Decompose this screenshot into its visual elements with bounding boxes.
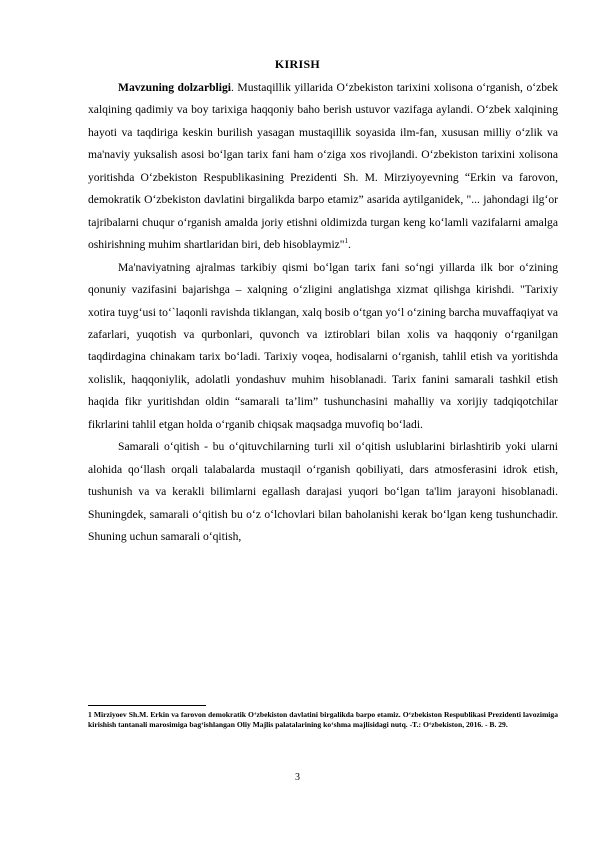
paragraph-tail: . [348,238,351,252]
paragraph-lead: Mavzuning dolzarbligi [118,81,232,94]
paragraph-3: Samarali o‘qitish - bu o‘qituvchilarning turli xil o‘qitish uslublarini birlashtirib yoki ularni alohida qo‘llash orqali talabalarda mustaqil o‘rganish qobiliyati, dars atmosferasini idrok etish, tushunish va va kerakli bilimlarni egallash darajasi yuqori bo‘lgan ta'lim jarayoni hisoblanadi. Shuningdek, samarali o‘qitish bu o‘z o‘lchovlari bilan baholanishi kerak bo‘lgan keng tushunchadir. Shuning uchun samarali o‘qitish, [88,440,558,544]
footnote: 1 Mirziyoev Sh.M. Erkin va farovon demokratik O‘zbekiston davlatini birgalikda barpo etamiz. O‘zbekiston Respublikasi Prezidenti lavozimiga kirishish tantanali marosimiga bag‘ishlangan Oliy Majlis palatalarining ko‘shma majlisidagi nutq. -T.: O‘zbekiston, 2016. - B. 29. [88,710,558,730]
paragraph-text: . Mustaqillik yillarida O‘zbekiston tarixini xolisona o‘rganish, o‘zbek xalqining qadimiy va boy tarixiga haqqoniy baho berish ustuvor vazifaga aylandi. O‘zbek xalqining hayoti va taqdiriga keskin burilish yasagan mustaqillik soyasida ilm-fan, xususan milliy o‘zlik va ma'naviy yuksalish asosi bo‘lgan tarix fani ham o‘ziga xos rivojlandi. O‘zbekiston tarixini xolisona yoritishda O‘zbekiston Respublikasining Prezidenti Sh. M. Mirziyoyevning “Erkin va farovon, demokratik O‘zbekiston davlatini birgalikda barpo etamiz” asarida aytilganidek, "... jahondagi ilg‘or tajribalarni chuqur o‘rganish amalda joriy etishni oldimizda turgan keng ko‘lamli vazifalarni amalga oshirishning muhim shartlaridan biri, deb hisoblaymiz" [88,81,558,252]
section-heading: KIRISH [274,57,321,71]
paragraph-2: Ma'naviyatning ajralmas tarkibiy qismi bo‘lgan tarix fani so‘ngi yillarda ilk bor o‘zining qonuniy vazifasini bajarishga – xalqning o‘zligini anglatishga xizmat qilishga kirishdi. "Tarixiy xotira tuyg‘usi to‘`laqonli ravishda tiklangan, xalq bosib o‘tgan yo‘l o‘zining barcha muvaffaqiyat va zafarlari, yuqotish va qurbonlari, quvonch va iztiroblari bilan xolis va haqqoniy o‘rganilgan taqdirdagina chinakam tarix bo‘ladi. Tarixiy voqea, hodisalarni o‘rganish, tahlil etish va yoritishda xolislik, haqqoniylik, adolatli yondashuv muhim hisoblanadi. Tarix fanini samarali tashkil etish haqida fikr yuritishdan oldin “samarali ta’lim” tushunchasini mahalliy va xorijiy tadqiqotchilar fikrlarini tahlil etgan holda o‘rganib chiqsak maqsadga muvofiq bo‘ladi. [88,260,558,431]
footnote-separator [88,705,206,706]
footnote-marker[interactable]: 1 [344,237,349,246]
paragraph-1 [88,77,558,257]
page-number: 3 [295,772,300,783]
body-text [88,77,558,549]
